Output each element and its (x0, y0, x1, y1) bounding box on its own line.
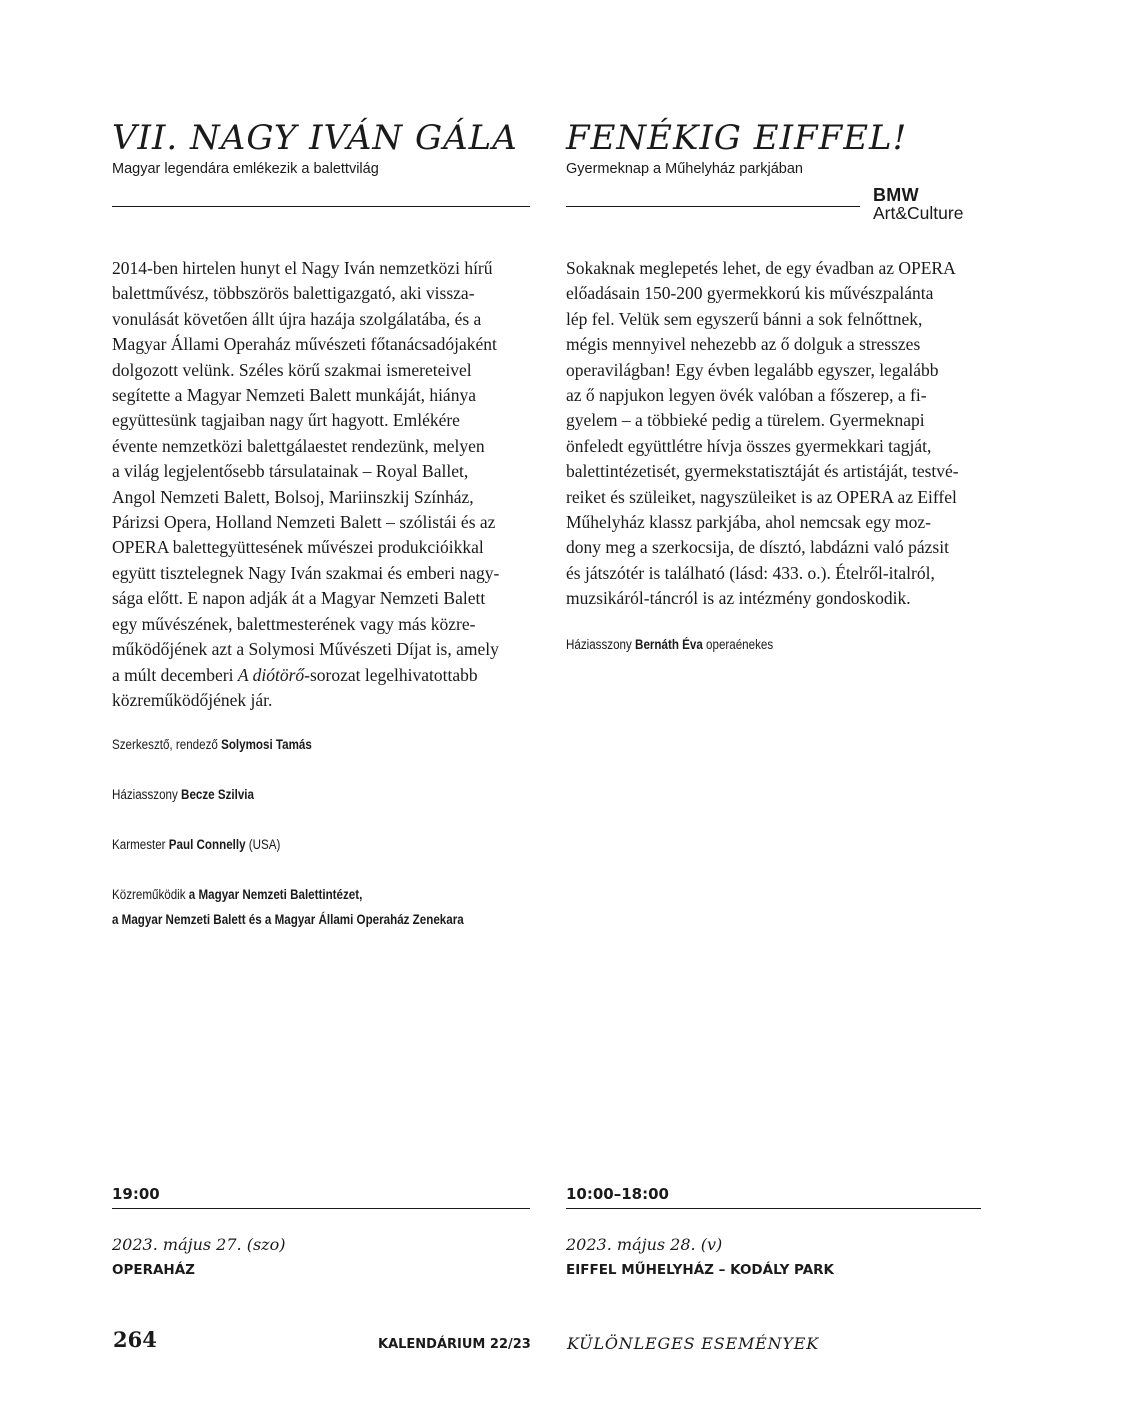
credit-host (112, 782, 254, 807)
credit-extra: operaénekes (702, 637, 774, 652)
event-title: VII. NAGY IVÁN GÁLA (112, 118, 518, 158)
credit-name: a Magyar Nemzeti Balettintézet, (188, 887, 363, 902)
time-divider (566, 1208, 981, 1209)
event-time: 10:00–18:00 (566, 1185, 669, 1203)
event-subtitle: Magyar legendára emlékezik a balettvilág (112, 161, 379, 177)
sponsor-brand: BMW (873, 185, 919, 205)
event-venue: OPERAHÁZ (112, 1262, 195, 1278)
credit-host (566, 632, 773, 657)
work-title: A diótörő (237, 664, 305, 685)
description-text: 2014-ben hirtelen hunyt el Nagy Iván nemzetközi hírű balettművész, többszörös balettigazgató, aki vissza- vonulását követően állt újra hazája szolgálatába, és a Magyar Állami Operaház művészeti főtanácsadójaként dolgozott velünk. Széles körű szakmai ismereteivel segítette a Magyar Nemzeti Balett munkáját, hiánya együttesünk tagjaiban nagy űrt hagyott. Emlékére évente nemzetközi balettgálaestet rendezünk, melyen a világ legjelentősebb társulatainak – Royal Ballet, Angol Nemzeti Balett, Bolsoj, Mariinszkij Színház, Párizsi Opera, Holland Nemzeti Balett – szólistái és az OPERA balettegyüttesének művészei produkcióikkal együtt tisztelegnek Nagy Iván szakmai és emberi nagy- sága előtt. E napon adják át a Magyar Nemzeti Balett egy művészének, balettmesterének vagy más közre- működőjének azt a Solymosi Művészeti Díjat is, amely a múlt decemberi (112, 258, 500, 685)
event-venue: EIFFEL MŰHELYHÁZ – KODÁLY PARK (566, 1262, 835, 1278)
event-date: 2023. május 27. (szo) (112, 1235, 286, 1254)
credit-name: Solymosi Tamás (221, 737, 312, 752)
sponsor-program: Art&Culture (873, 203, 964, 223)
title-divider (566, 206, 860, 207)
sponsor-logo (873, 186, 963, 223)
credit-name-continued: a Magyar Nemzeti Balett és a Magyar Állami Operaház Zenekara (112, 912, 464, 927)
credit-contributors (112, 882, 464, 932)
event-title: FENÉKIG EIFFEL! (566, 118, 908, 158)
credit-extra: (USA) (245, 837, 281, 852)
credit-role: Háziasszony (566, 637, 636, 652)
description-text-end: -sorozat legelhivatottabb közreműködőjének jár. (112, 664, 478, 710)
section-name: KÜLÖNLEGES ESEMÉNYEK (567, 1334, 819, 1353)
event-date: 2023. május 28. (v) (566, 1235, 723, 1254)
credit-editor-director (112, 732, 312, 757)
credit-conductor (112, 832, 280, 857)
event-subtitle: Gyermeknap a Műhelyház parkjában (566, 161, 803, 177)
credit-role: Közreműködik (112, 887, 189, 902)
credit-role: Szerkesztő, rendező (112, 737, 222, 752)
credit-name: Paul Connelly (168, 837, 246, 852)
time-divider (112, 1208, 530, 1209)
credit-name: Becze Szilvia (181, 787, 254, 802)
credit-name: Bernáth Éva (635, 637, 703, 652)
page-number: 264 (113, 1327, 157, 1352)
event-time: 19:00 (112, 1185, 160, 1203)
publication-name: KALENDÁRIUM 22/23 (378, 1337, 531, 1352)
event-description: Sokaknak meglepetés lehet, de egy évadban az OPERA előadásain 150-200 gyermekkorú kis művészpalánta lép fel. Velük sem egyszerű bánni a sok felnőttnek, mégis mennyivel nehezebb az ő dolguk a stresszes operavilágban! Egy évben legalább egyszer, legalább az ő napjukon legyen övék valóban a főszerep, a fi- gyelem – a többieké pedig a türelem. Gyermeknapi önfeledt együttlétre hívja összes gyermekkari tagját, balettintézetisét, gyermekstatisztáját és artistáját, testvé- reiket és szüleiket, nagyszüleiket is az OPERA az Eiffel Műhelyház klassz parkjába, ahol nemcsak egy moz- dony meg a szerkocsija, de dísztó, labdázni való pázsit és játszótér is található (lásd: 433. o.). Ételről-italról, muzsikáról-táncról is az intézmény gondoskodik. (566, 258, 959, 609)
title-divider (112, 206, 530, 207)
credit-role: Karmester (112, 837, 169, 852)
event-description (112, 256, 499, 713)
credit-role: Háziasszony (112, 787, 182, 802)
